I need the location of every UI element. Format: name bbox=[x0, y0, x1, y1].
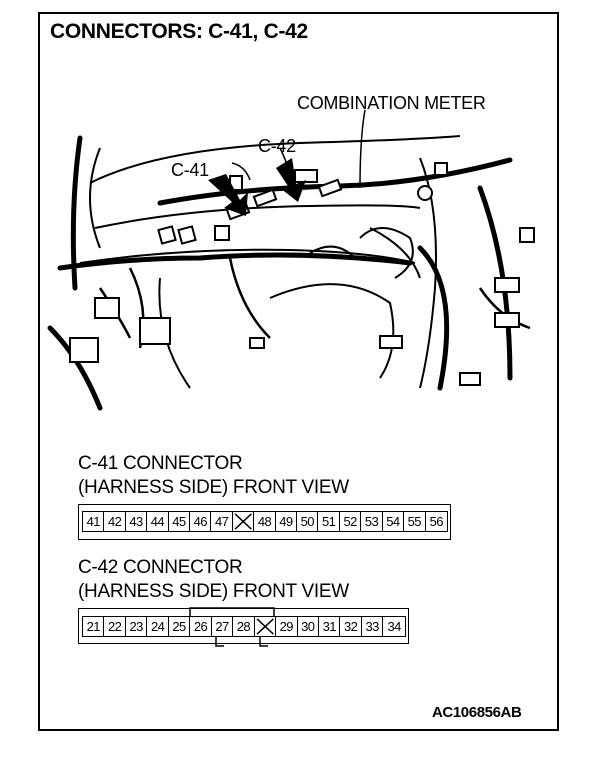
figure-code: AC106856AB bbox=[432, 704, 522, 721]
c41-view-label: (HARNESS SIDE) FRONT VIEW bbox=[78, 477, 349, 498]
c41-heading: C-41 CONNECTOR bbox=[78, 453, 243, 474]
c41-pin: 45 bbox=[169, 512, 190, 531]
c42-pin: 23 bbox=[126, 617, 147, 636]
c42-pin: 27 bbox=[212, 617, 233, 636]
c41-pin: 48 bbox=[254, 512, 275, 531]
label-c41: C-41 bbox=[171, 160, 209, 180]
c42-pin: 26 bbox=[190, 617, 211, 636]
c42-pin: 25 bbox=[169, 617, 190, 636]
c41-pin: 41 bbox=[83, 512, 104, 531]
c42-view-label: (HARNESS SIDE) FRONT VIEW bbox=[78, 581, 349, 602]
c41-pin: 51 bbox=[318, 512, 339, 531]
c41-empty-pin bbox=[233, 512, 254, 531]
c41-pin: 56 bbox=[429, 514, 443, 529]
label-c42: C-42 bbox=[258, 136, 296, 156]
c42-pin: 31 bbox=[319, 617, 340, 636]
label-combination-meter: COMBINATION METER bbox=[297, 93, 486, 113]
c41-pin: 49 bbox=[276, 512, 297, 531]
c42-pin: 32 bbox=[340, 617, 361, 636]
c42-pin: 33 bbox=[362, 617, 383, 636]
c42-pin: 21 bbox=[83, 617, 104, 636]
c41-pin-row bbox=[82, 511, 448, 532]
c41-pin: 50 bbox=[297, 512, 318, 531]
c41-pin: 46 bbox=[190, 512, 211, 531]
c42-pin: 30 bbox=[298, 617, 319, 636]
c42-pin: 24 bbox=[147, 617, 168, 636]
dashboard-illustration bbox=[40, 88, 557, 418]
c42-pin: 29 bbox=[276, 617, 297, 636]
c42-lock-tab bbox=[188, 606, 278, 652]
c41-pin: 53 bbox=[361, 512, 382, 531]
c42-pin: 22 bbox=[104, 617, 125, 636]
c41-pin: 55 bbox=[404, 512, 425, 531]
c41-pin: 54 bbox=[383, 512, 404, 531]
c41-pin: 47 bbox=[211, 512, 232, 531]
c41-pin: 42 bbox=[104, 512, 125, 531]
c41-pin: 44 bbox=[147, 512, 168, 531]
c42-pin: 34 bbox=[387, 619, 401, 634]
c41-pin: 43 bbox=[126, 512, 147, 531]
c41-pin: 52 bbox=[340, 512, 361, 531]
figure-title: CONNECTORS: C-41, C-42 bbox=[50, 20, 308, 43]
c42-pin: 28 bbox=[233, 617, 254, 636]
c42-heading: C-42 CONNECTOR bbox=[78, 557, 243, 578]
